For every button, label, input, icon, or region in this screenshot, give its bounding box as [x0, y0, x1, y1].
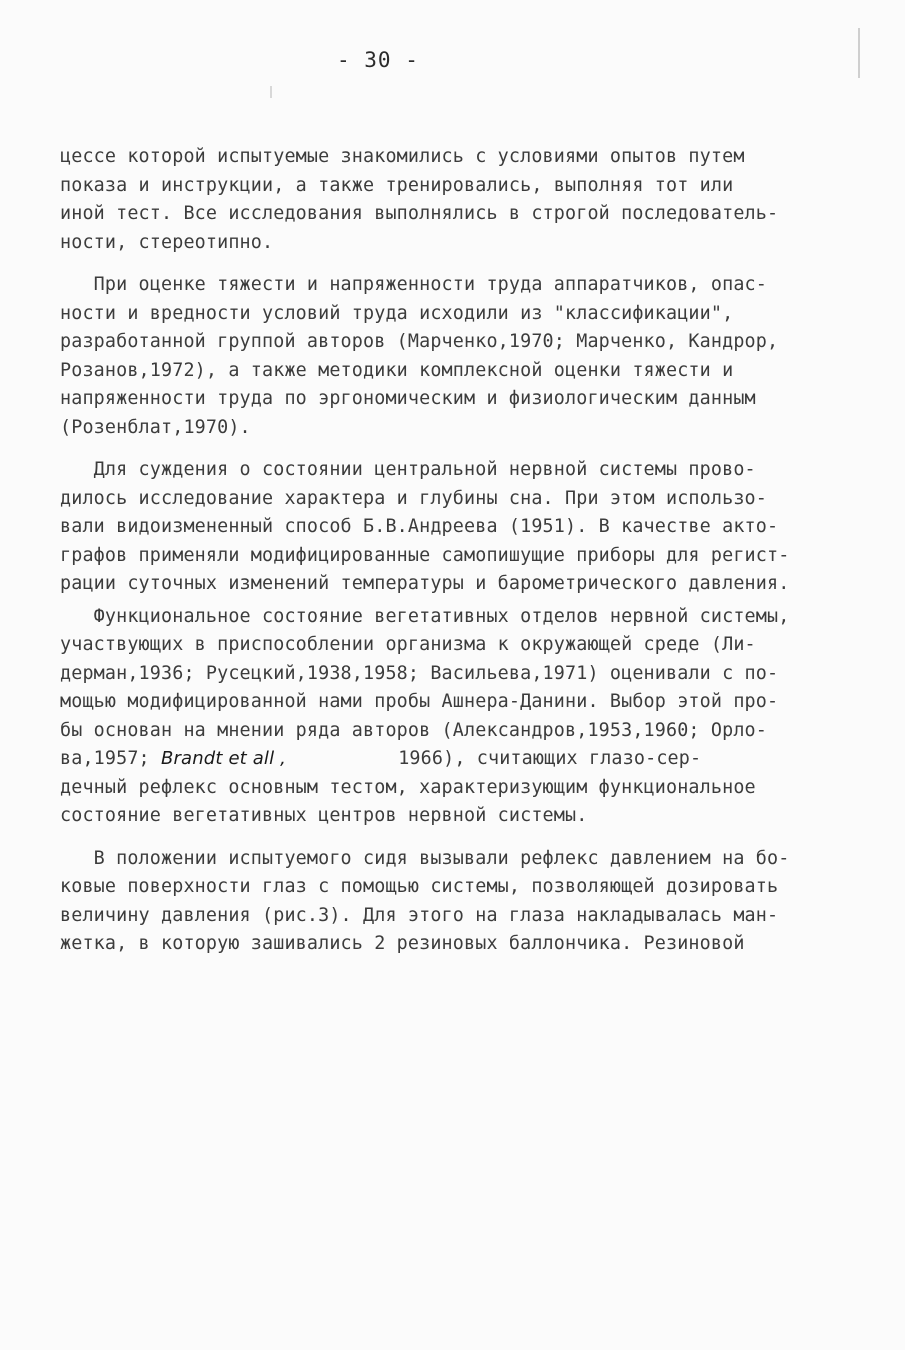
text-line: мощью модифицированной нами пробы Ашнера-Данини. Выбор этой про-: [60, 691, 779, 712]
text-line: жетка, в которую зашивались 2 резиновых баллончика. Резиновой: [60, 933, 745, 954]
text-line: Для суждения о состоянии центральной нервной системы прово-: [60, 459, 756, 480]
text-line: иной тест. Все исследования выполнялись в строгой последователь-: [60, 203, 779, 224]
paragraph: [60, 271, 850, 442]
paragraph: [60, 603, 850, 831]
page-number: - 30 -: [337, 48, 419, 72]
text-line: участвующих в приспособлении организма к окружающей среде (Ли-: [60, 634, 756, 655]
body-text: [60, 143, 850, 959]
text-line: вали видоизмененный способ Б.В.Андреева (1951). В качестве акто-: [60, 516, 779, 537]
text-line: разработанной группой авторов (Марченко,1970; Марченко, Кандрор,: [60, 331, 779, 352]
text-line: цессе которой испытуемые знакомились с условиями опытов путем: [60, 146, 745, 167]
text-line: бы основан на мнении ряда авторов (Александров,1953,1960; Орло-: [60, 719, 767, 741]
text-line: (Розенблат,1970).: [60, 416, 251, 438]
text-line: показа и инструкции, а также тренировались, выполняя тот или: [60, 174, 734, 196]
scan-edge-mark: [858, 28, 860, 78]
paragraph: [60, 143, 850, 257]
text-line: ковые поверхности глаз с помощью системы, позволяющей дозировать: [60, 876, 779, 897]
scan-artifact: [270, 86, 272, 98]
text-line: рации суточных изменений температуры и барометрического давления.: [60, 573, 790, 594]
line-prefix: ва,1957;: [60, 748, 161, 769]
paragraph: [60, 456, 850, 599]
text-line: дерман,1936; Русецкий,1938,1958; Васильева,1971) оценивали с по-: [60, 662, 779, 684]
text-line: величину давления (рис.3). Для этого на глаза накладывалась ман-: [60, 904, 779, 926]
text-line: состояние вегетативных центров нервной системы.: [60, 805, 588, 826]
text-line: При оценке тяжести и напряженности труда аппаратчиков, опас-: [60, 274, 767, 295]
text-line: ности, стереотипно.: [60, 231, 274, 253]
paragraph: [60, 845, 850, 959]
text-line: Функциональное состояние вегетативных отделов нервной системы,: [60, 605, 790, 627]
text-line: дилось исследование характера и глубины сна. При этом использо-: [60, 487, 767, 509]
text-line: ности и вредности условий труда исходили из "классификации",: [60, 302, 734, 324]
text-line: В положении испытуемого сидя вызывали рефлекс давлением на бо-: [60, 847, 790, 869]
text-line: Розанов,1972), а также методики комплексной оценки тяжести и: [60, 359, 734, 381]
text-line-with-handwriting: [60, 745, 850, 774]
text-line: дечный рефлекс основным тестом, характеризующим функциональное: [60, 776, 756, 798]
handwritten-citation: Brandt et all ,: [161, 748, 286, 769]
text-line: графов применяли модифицированные самопишущие приборы для регист-: [60, 544, 790, 566]
line-suffix: 1966), считающих глазо-сер-: [285, 748, 702, 769]
text-line: напряженности труда по эргономическим и физиологическим данным: [60, 388, 756, 409]
